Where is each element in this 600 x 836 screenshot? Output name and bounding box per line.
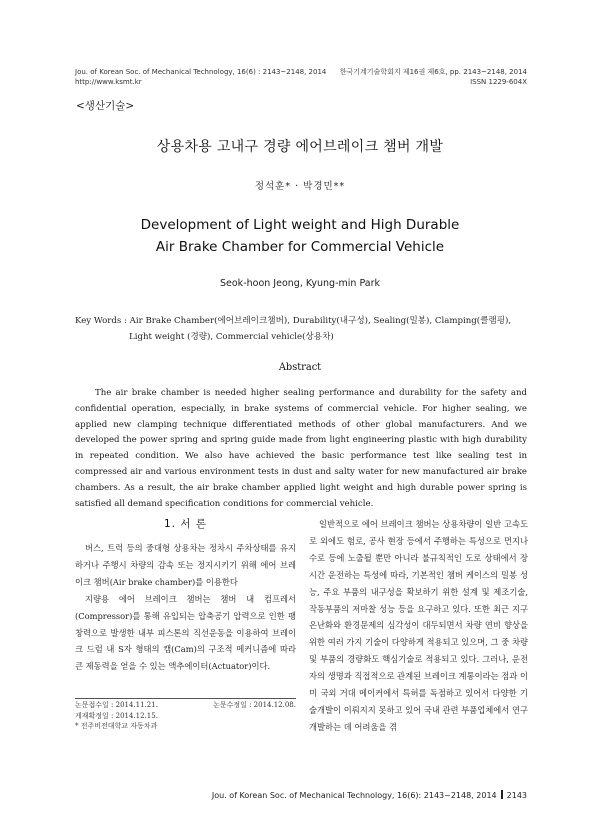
footer-citation: Jou. of Korean Soc. of Mechanical Technology, 16(6): 2143~2148, 2014 — [211, 791, 497, 800]
section-heading-introduction: 1. 서 론 — [164, 518, 207, 530]
revised-date: 논문수정일 : 2014.12.08. — [213, 701, 296, 709]
journal-url[interactable]: http://www.ksmt.kr — [75, 78, 142, 86]
intro-left-column — [75, 540, 296, 675]
journal-citation: Jou. of Korean Soc. of Mechanical Technology, 16(6) : 2143~2148, 2014 — [75, 68, 327, 76]
footnote-divider — [75, 698, 296, 699]
section-tag: <생산기술> — [76, 100, 135, 112]
abstract-text: The air brake chamber is needed higher sealing performance and durability for the safety and confidential operation, especially, in brake systems of commercial vehicle. For higher sealing, we applied new clamping technique differentiated methods of other global manufacturers. And we developed the power spring and spring guide made from light engineering plastic with high durability in repeated condition. We also have achieved the basic performance test like sealing test in compressed air and various environment tests in dust and salty water for new manufactured air brake chambers. As a result, the air brake chamber applied light weight and high durable power spring is satisfied all demand specification conditions for commercial vehicle. — [75, 388, 527, 509]
paper-title-korean: 상용차용 고내구 경량 에어브레이크 챔버 개발 — [156, 139, 444, 155]
issn: ISSN 1229-604X — [470, 78, 527, 86]
intro-paragraph-2: 지량용 에어 브레이크 챔버는 챔버 내 컴프레서(Compressor)를 통해 유입되는 압축공기 압력으로 인한 팽창력으로 발생한 내부 피스톤의 직선운동을 이용하여 브레이크 드럼 내 S자 형태의 캠(Cam)의 구조적 메커니즘에 따라 큰 제동력을 얻을 수 있는 액추에이터(Actuator)이다. — [75, 593, 296, 672]
title-en-line-1: Development of Light weight and High Durable — [140, 217, 460, 233]
footnote — [75, 700, 296, 732]
keywords-line-1: Key Words : Air Brake Chamber(에어브레이크챔버), Durability(내구성), Sealing(밀봉), Clamping(클램핑), — [75, 316, 512, 326]
abstract-heading: Abstract — [278, 362, 322, 373]
page-footer — [0, 790, 527, 800]
footer-separator — [501, 790, 503, 799]
page-number: 2143 — [506, 791, 527, 800]
paper-title-english — [0, 214, 600, 258]
authors-english: Seok-hoon Jeong, Kyung-min Park — [220, 278, 380, 289]
accepted-date: 게재확정일 : 2014.12.15. — [75, 711, 158, 720]
author-affiliation: * 전주비전대학교 자동차과 — [75, 722, 158, 730]
authors-korean: 정석훈* · 박경민** — [254, 181, 346, 192]
keywords — [75, 313, 535, 345]
running-header-left — [75, 67, 335, 87]
intro-paragraph-1: 버스, 트럭 등의 중대형 상용차는 정차시 주차상태를 유지하거나 주행시 차량의 감속 또는 정지시키기 위해 에어 브레이크 챔버(Air brake chamber)를 이용한다 — [75, 543, 296, 587]
received-date: 논문접수일 : 2014.11.21. — [75, 701, 158, 709]
journal-citation-kr: 한국기계기술학회지 제16권 제6호, pp. 2143~2148, 2014 — [339, 68, 527, 76]
title-en-line-2: Air Brake Chamber for Commercial Vehicle — [155, 239, 445, 255]
intro-right-column — [309, 516, 528, 736]
keywords-line-2: Light weight (경량), Commercial vehicle(상용차) — [129, 332, 334, 342]
intro-paragraph-3: 일반적으로 에어 브레이크 챔버는 상용차량이 일반 고속도로 외에도 험로, 공사 현장 등에서 주행하는 특성으로 먼지나 수로 등에 노출될 뿐만 아니라 불규칙적인 도로 상태에서 장시간 운전하는 특성에 따라, 기본적인 챔버 케이스의 밀봉 성능, 주요 부품의 내구성을 확보하기 위한 설계 및 제조기술, 작동부품의 저마찰 성능 등을 요구하고 있다. 또한 최근 지구 온난화와 환경문제의 심각성이 대두되면서 차량 연비 향상을 위한 여러 가지 기술이 다양하게 적용되고 있으며, 그 중 차량 및 부품의 경량화도 핵심기술로 적용되고 있다. 그러나, 운전자의 생명과 직접적으로 관계된 브레이크 계통이라는 점과 이미 국외 거대 메이커에서 특허를 독점하고 있어서 다양한 기술개발이 이뤄지지 못하고 있어 국내 관련 부품업체에서 연구 개발하는 데 어려움을 겪 — [309, 519, 528, 732]
running-header-right — [335, 67, 527, 87]
